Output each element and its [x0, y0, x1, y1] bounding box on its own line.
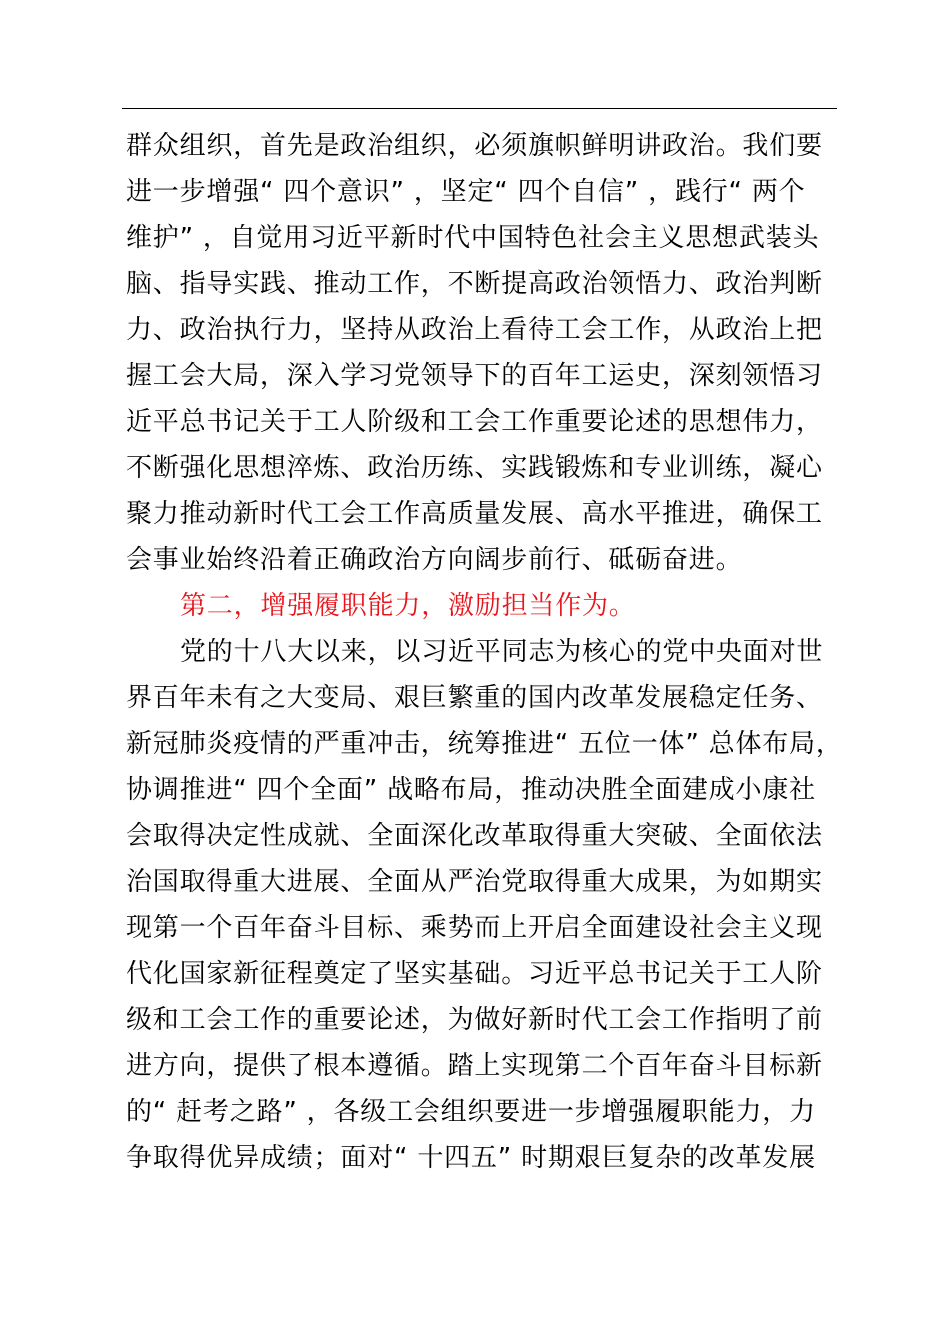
- paragraph-line: 现第一个百年奋斗目标、乘势而上开启全面建设社会主义现: [126, 913, 823, 943]
- paragraph-line: 群众组织，首先是政治组织，必须旗帜鲜明讲政治。我们要: [126, 131, 823, 161]
- paragraph-line: 聚力推动新时代工会工作高质量发展、高水平推进，确保工: [126, 499, 823, 529]
- paragraph-line: 不断强化思想淬炼、政治历练、实践锻炼和专业训练，凝心: [126, 453, 823, 483]
- paragraph-line: 进方向，提供了根本遵循。踏上实现第二个百年奋斗目标新: [126, 1051, 823, 1081]
- paragraph-line: 协调推进“ 四个全面” 战略布局，推动决胜全面建成小康社: [126, 775, 816, 805]
- paragraph-line: 的“ 赶考之路” ，各级工会组织要进一步增强履职能力，力: [126, 1097, 816, 1127]
- paragraph-line: 会事业始终沿着正确政治方向阔步前行、砥砺奋进。: [126, 545, 743, 575]
- paragraph-line: 代化国家新征程奠定了坚实基础。习近平总书记关于工人阶: [126, 959, 823, 989]
- paragraph-line: 维护” ，自觉用习近平新时代中国特色社会主义思想武装头: [126, 223, 820, 253]
- paragraph-line: 进一步增强“ 四个意识” ，坚定“ 四个自信” ，践行“ 两个: [126, 177, 806, 207]
- paragraph-line: 界百年未有之大变局、艰巨繁重的国内改革发展稳定任务、: [126, 683, 823, 713]
- paragraph-line: 握工会大局，深入学习党领导下的百年工运史，深刻领悟习: [126, 361, 823, 391]
- header-rule: [122, 108, 837, 109]
- paragraph-line: 力、政治执行力，坚持从政治上看待工会工作，从政治上把: [126, 315, 823, 345]
- paragraph-line: 近平总书记关于工人阶级和工会工作重要论述的思想伟力，: [126, 407, 823, 437]
- paragraph-line: 新冠肺炎疫情的严重冲击，统筹推进“ 五位一体” 总体布局，: [126, 729, 843, 759]
- paragraph-line: 脑、指导实践、推动工作，不断提高政治领悟力、政治判断: [126, 269, 823, 299]
- section-heading: 第二，增强履职能力，激励担当作为。: [180, 591, 636, 621]
- paragraph-line: 级和工会工作的重要论述，为做好新时代工会工作指明了前: [126, 1005, 823, 1035]
- paragraph-line: 会取得决定性成就、全面深化改革取得重大突破、全面依法: [126, 821, 823, 851]
- paragraph-line: 党的十八大以来，以习近平同志为核心的党中央面对世: [180, 637, 824, 667]
- paragraph-line: 争取得优异成绩；面对“ 十四五” 时期艰巨复杂的改革发展: [126, 1143, 816, 1173]
- paragraph-line: 治国取得重大进展、全面从严治党取得重大成果，为如期实: [126, 867, 823, 897]
